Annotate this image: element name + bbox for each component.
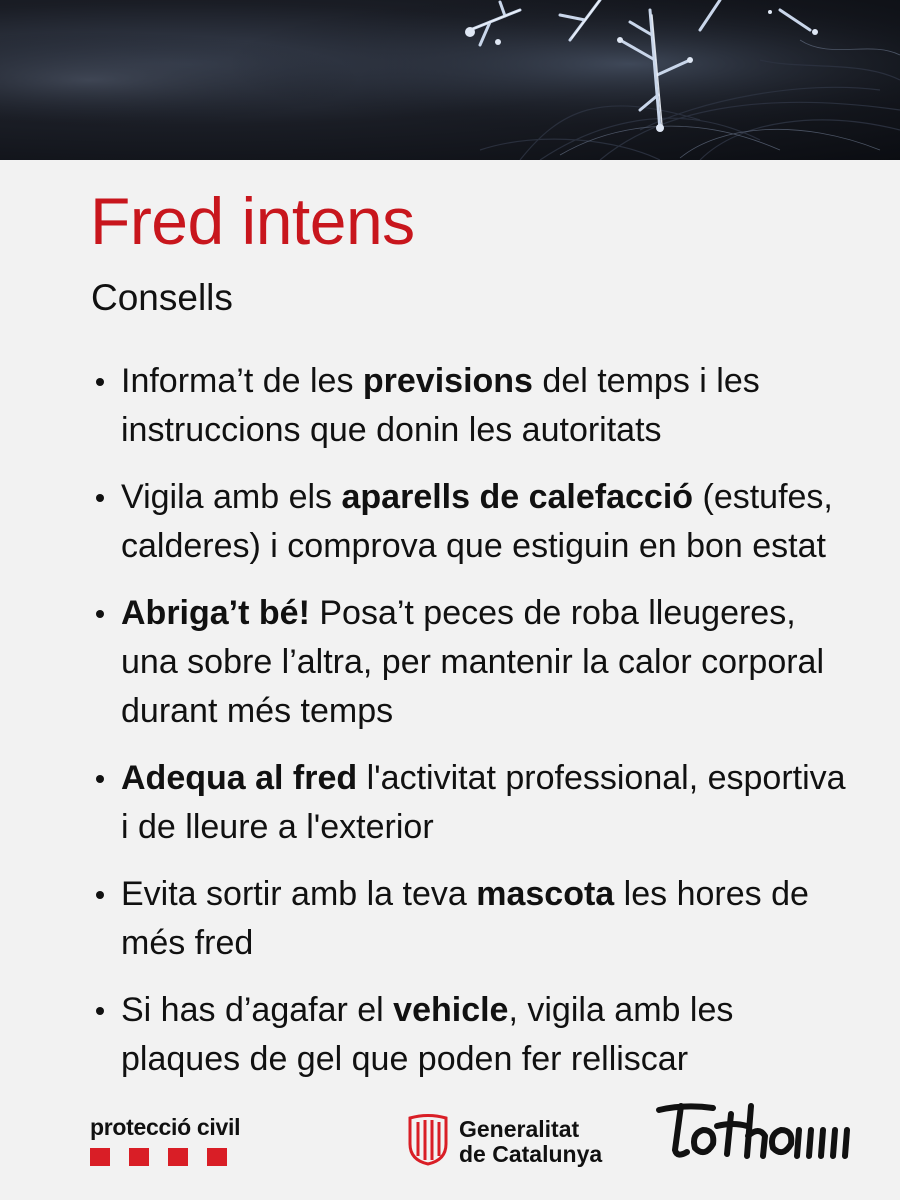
generalitat-line-1: Generalitat [459,1116,580,1142]
tip-highlight: Adequa al fred [121,759,358,797]
tip-item [96,357,856,455]
proteccio-civil-squares-icon [90,1148,270,1166]
tip-item [96,473,856,571]
tips-list [96,357,856,1102]
tip-text: l'activitat professional, esportiva i de lleure a l'exterior [121,759,846,846]
tip-text: (estufes, calderes) i comprova que estiguin en bon estat [121,478,833,565]
tip-text: Evita sortir amb la teva [121,875,477,913]
page-subtitle: Consells [91,277,233,318]
generalitat-name [459,1117,602,1167]
tip-item [96,986,856,1084]
tothom-logo [655,1100,855,1170]
tip-text: , vigila amb les plaques de gel que poden fer relliscar [121,991,734,1078]
tip-item [96,754,856,852]
tip-text: Vigila amb els [121,478,342,516]
tip-item [96,870,856,968]
header-snow-image [0,0,900,160]
tip-highlight: previsions [362,362,533,400]
tip-highlight: aparells de calefacció [341,478,694,516]
tip-text: del temps i les instruccions que donin les autoritats [121,362,760,449]
tip-highlight: Abriga’t bé! [121,594,310,632]
tip-text: les hores de més fred [121,875,809,962]
tip-highlight: vehicle [393,991,509,1029]
proteccio-civil-logo [90,1116,270,1168]
tip-text: Informa’t de les [121,362,363,400]
snowflake-photo-icon [0,0,900,160]
generalitat-shield-icon [407,1114,449,1166]
page-title: Fred intens [90,184,415,258]
tip-item [96,589,856,736]
footer-logos [0,1100,900,1200]
proteccio-civil-name: protecció civil [90,1114,241,1140]
generalitat-line-2: de Catalunya [459,1141,603,1167]
tip-text: Posa’t peces de roba lleugeres, una sobre l’altra, per mantenir la calor corporal durant més temps [121,594,825,730]
tip-text: Si has d’agafar el [121,991,394,1029]
tip-highlight: mascota [476,875,615,913]
generalitat-logo [407,1114,637,1170]
